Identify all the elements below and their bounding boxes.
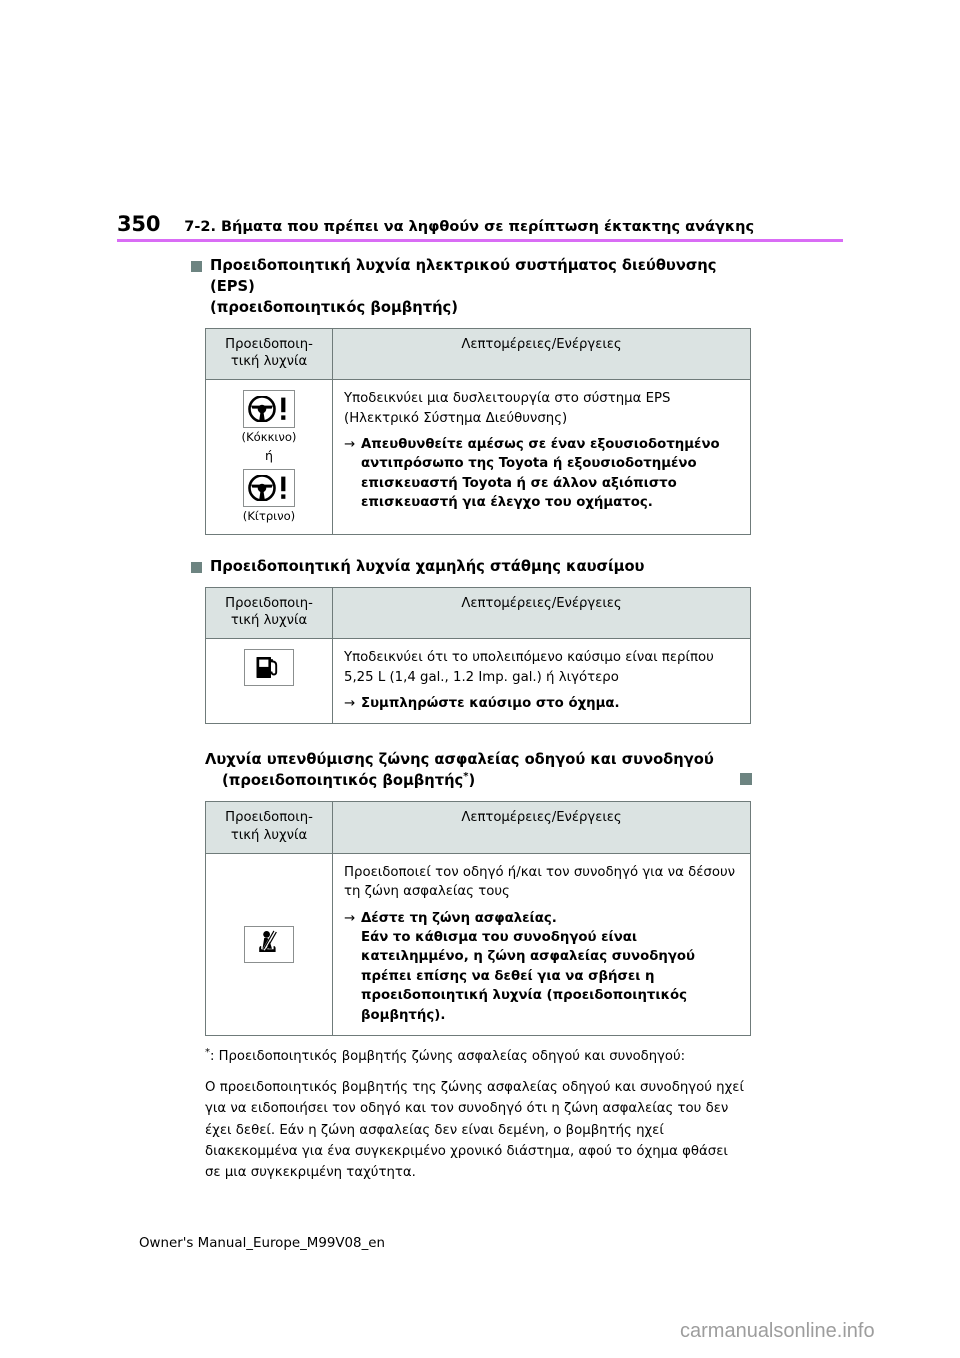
low-fuel-body-text: Υποδεικνύει ότι το υπολειπόμενο καύσιμο είναι περίπου 5,25 L (1,4 gal., 1.2 Imp. gal.) ή λιγότερο [344, 650, 714, 685]
page-title: 7-2. Βήματα που πρέπει να ληφθούν σε περίπτωση έκτακτης ανάγκης [184, 218, 755, 235]
footnote-body-text: Ο προειδοποιητικός βομβητής της ζώνης ασφαλείας οδηγού και συνοδηγού ηχεί για να ειδοποιήσει τον οδηγό και τον συνοδηγό ότι η ζώνη ασφαλείας του δεν έχει δεθεί. Εάν η ζώνη ασφαλείας δεν είναι δεμένη, ο βομβητής ηχεί διακεκομμένα για ένα συγκεκριμένο χρονικό διάστημα, αφού το όχημα φθάσει σε μια συγκεκριμένη ταχύτητα. [205, 1080, 744, 1181]
column-header-warning-light-line2: τική λυχνία [230, 828, 308, 844]
column-header-warning-light-line1: Προειδοποιη- [225, 336, 313, 352]
page-content [205, 256, 751, 1184]
table-row [206, 639, 751, 724]
footer-file-label: Owner's Manual_Europe_M99V08_en [139, 1236, 385, 1251]
eps-icon-caption-yellow: (Κίτρινο) [242, 508, 296, 523]
watermark-label: carmanualsonline.info [680, 1320, 875, 1342]
warning-light-table-eps [205, 328, 751, 535]
warning-light-table-seat-belt [205, 801, 751, 1036]
seat-belt-reminder-icon [244, 926, 294, 963]
eps-icon-or-label: ή [265, 448, 273, 464]
eps-steering-warning-icon-yellow [243, 469, 295, 507]
section-heading-seat-belt-line2-end: ) [468, 772, 476, 790]
cell-low-fuel-details [333, 639, 751, 724]
table-header-row [206, 587, 751, 639]
section-heading-seat-belt-text [205, 750, 714, 792]
eps-action-item [344, 435, 739, 513]
eps-body-text: Υποδεικνύει μια δυσλειτουργία στο σύστημα EPS (Ηλεκτρικό Σύστημα Διεύθυνσης) [344, 391, 671, 426]
header-divider-rule [117, 239, 843, 242]
section-heading-eps-line1: Προειδοποιητική λυχνία ηλεκτρικού συστήματος διεύθυνσης (EPS) [210, 257, 717, 295]
warning-light-table-low-fuel [205, 587, 751, 725]
column-header-warning-light-line1: Προειδοποιη- [225, 810, 313, 826]
arrow-icon: → [344, 437, 356, 453]
cell-low-fuel-icon [206, 639, 333, 724]
footnote-star-marker: * [205, 1047, 210, 1059]
square-bullet-icon [191, 562, 202, 573]
seat-belt-action-subtext: Εάν το κάθισμα του συνοδηγού είναι κατειλημμένο, η ζώνη ασφαλείας συνοδηγού πρέπει επίσης να δεθεί για να σβήσει η προειδοποιητική λυχνία (προειδοποιητικός βομβητής). [361, 930, 696, 1023]
section-heading-eps-line2: (προειδοποιητικός βομβητής) [210, 298, 458, 316]
eps-steering-warning-icon-red [243, 390, 295, 428]
seat-belt-action-item [344, 909, 739, 1025]
table-row [206, 380, 751, 534]
low-fuel-warning-icon [244, 649, 294, 686]
footnote-reference-text: : Προειδοποιητικός βομβητής ζώνης ασφαλείας οδηγού και συνοδηγού: [210, 1049, 686, 1065]
column-header-warning-light [206, 587, 333, 639]
section-heading-eps-text [210, 256, 751, 319]
column-header-warning-light-line2: τική λυχνία [230, 354, 308, 370]
section-heading-seat-belt-line2 [205, 772, 475, 789]
low-fuel-action-text: Συμπληρώστε καύσιμο στο όχημα. [361, 696, 620, 712]
column-header-warning-light-line1: Προειδοποιη- [225, 595, 313, 611]
eps-action-text: Απευθυνθείτε αμέσως σε έναν εξουσιοδοτημένο αντιπρόσωπο της Toyota ή εξουσιοδοτημένο επισκευαστή Toyota ή σε άλλον αξιόπιστο επισκευαστή για έλεγχο του οχήματος. [361, 437, 720, 511]
footnote-reference [205, 1047, 751, 1066]
column-header-details: Λεπτομέρειες/Ενέργειες [333, 328, 751, 380]
column-header-details: Λεπτομέρειες/Ενέργειες [333, 802, 751, 854]
column-header-details: Λεπτομέρειες/Ενέργειες [333, 587, 751, 639]
eps-icon-caption-red: (Κόκκινο) [241, 430, 297, 445]
page-header [117, 205, 843, 235]
arrow-icon: → [344, 910, 356, 926]
section-heading-low-fuel-text: Προειδοποιητική λυχνία χαμηλής στάθμης καυσίμου [210, 557, 645, 575]
seat-belt-body-text: Προειδοποιεί τον οδηγό ή/και τον συνοδηγό για να δέσουν τη ζώνη ασφαλείας τους [344, 864, 736, 900]
table-row [206, 853, 751, 1035]
section-heading-seat-belt-line2-text: (προειδοποιητικός βομβητής [222, 772, 464, 790]
low-fuel-action-item [344, 694, 739, 713]
square-bullet-icon [191, 261, 202, 272]
arrow-icon: → [344, 696, 356, 712]
cell-seat-belt-icon [206, 853, 333, 1035]
column-header-warning-light-line2: τική λυχνία [230, 613, 308, 629]
table-header-row [206, 328, 751, 380]
section-heading-seat-belt-line1: Λυχνία υπενθύμισης ζώνης ασφαλείας οδηγού και συνοδηγού [205, 751, 714, 769]
column-header-warning-light [206, 802, 333, 854]
table-header-row [206, 802, 751, 854]
seat-belt-action-text: Δέστε τη ζώνη ασφαλείας. [361, 910, 557, 926]
cell-eps-icons [206, 380, 333, 534]
section-heading-eps [205, 256, 751, 319]
section-heading-low-fuel [205, 557, 751, 578]
footnote-marker: * [463, 771, 469, 783]
section-heading-seat-belt [205, 750, 751, 792]
page-number: 350 [117, 212, 161, 236]
column-header-warning-light [206, 328, 333, 380]
seat-belt-action-text-wrap [361, 909, 739, 1025]
cell-eps-details [333, 380, 751, 534]
cell-seat-belt-details [333, 853, 751, 1035]
square-marker-icon [740, 773, 752, 785]
